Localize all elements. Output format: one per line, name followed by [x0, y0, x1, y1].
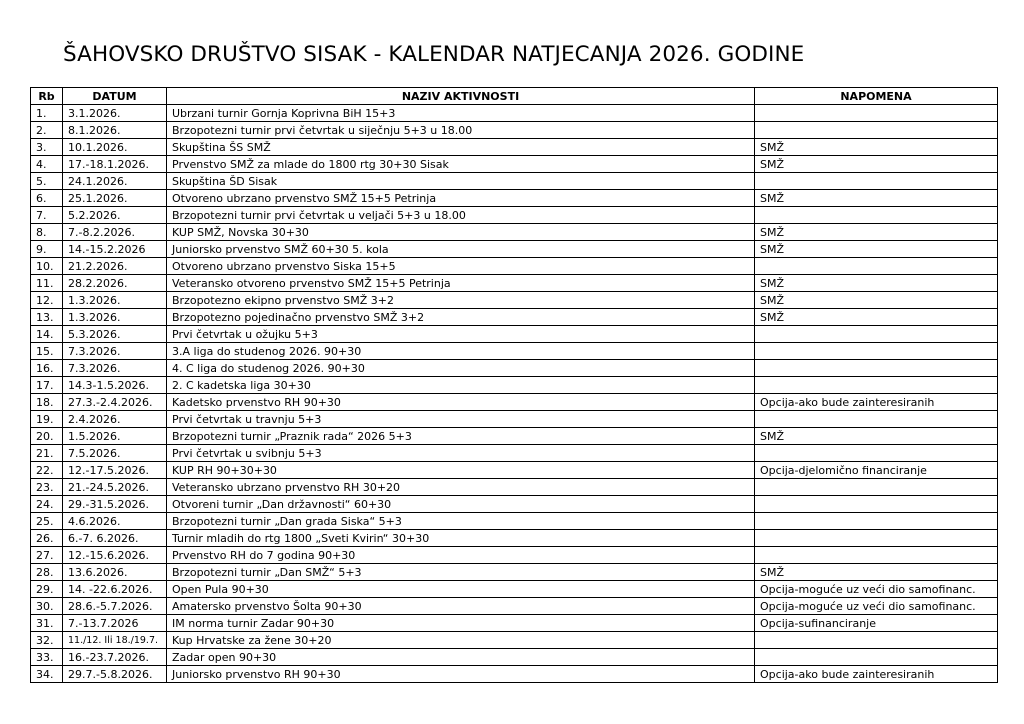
cell-activity-name: Ubrzani turnir Gornja Koprivna BiH 15+3 — [167, 105, 755, 122]
cell-date: 8.1.2026. — [63, 122, 167, 139]
cell-note — [755, 343, 998, 360]
cell-rb: 30. — [31, 598, 63, 615]
cell-date: 14.-15.2.2026 — [63, 241, 167, 258]
cell-activity-name: Brzopotezni turnir „Praznik rada“ 2026 5+3 — [167, 428, 755, 445]
cell-rb: 21. — [31, 445, 63, 462]
table-header-row — [31, 88, 998, 105]
table-row — [31, 309, 998, 326]
cell-date: 7.3.2026. — [63, 343, 167, 360]
cell-date: 10.1.2026. — [63, 139, 167, 156]
cell-note: Opcija-moguće uz veći dio samofinanc. — [755, 581, 998, 598]
cell-rb: 33. — [31, 649, 63, 666]
table-row — [31, 173, 998, 190]
cell-activity-name: Prvi četvrtak u svibnju 5+3 — [167, 445, 755, 462]
table-row — [31, 632, 998, 649]
cell-rb: 19. — [31, 411, 63, 428]
cell-note — [755, 411, 998, 428]
cell-date: 21.2.2026. — [63, 258, 167, 275]
cell-date: 24.1.2026. — [63, 173, 167, 190]
cell-rb: 11. — [31, 275, 63, 292]
table-row — [31, 428, 998, 445]
cell-rb: 14. — [31, 326, 63, 343]
cell-rb: 5. — [31, 173, 63, 190]
cell-note — [755, 513, 998, 530]
cell-note: SMŽ — [755, 190, 998, 207]
table-row — [31, 377, 998, 394]
cell-note — [755, 258, 998, 275]
cell-rb: 22. — [31, 462, 63, 479]
cell-note: SMŽ — [755, 139, 998, 156]
cell-rb: 4. — [31, 156, 63, 173]
table-row — [31, 445, 998, 462]
cell-note: Opcija-ako bude zainteresiranih — [755, 394, 998, 411]
cell-activity-name: IM norma turnir Zadar 90+30 — [167, 615, 755, 632]
cell-note — [755, 445, 998, 462]
cell-activity-name: KUP SMŽ, Novska 30+30 — [167, 224, 755, 241]
cell-rb: 9. — [31, 241, 63, 258]
cell-activity-name: Brzopotezno pojedinačno prvenstvo SMŽ 3+2 — [167, 309, 755, 326]
table-row — [31, 343, 998, 360]
cell-activity-name: Prvenstvo RH do 7 godina 90+30 — [167, 547, 755, 564]
cell-activity-name: Kup Hrvatske za žene 30+20 — [167, 632, 755, 649]
cell-date: 1.5.2026. — [63, 428, 167, 445]
table-row — [31, 394, 998, 411]
cell-note: SMŽ — [755, 156, 998, 173]
cell-rb: 8. — [31, 224, 63, 241]
cell-date: 28.2.2026. — [63, 275, 167, 292]
cell-activity-name: 3.A liga do studenog 2026. 90+30 — [167, 343, 755, 360]
cell-activity-name: Kadetsko prvenstvo RH 90+30 — [167, 394, 755, 411]
table-row — [31, 207, 998, 224]
cell-rb: 10. — [31, 258, 63, 275]
cell-note: Opcija-sufinanciranje — [755, 615, 998, 632]
cell-activity-name: 4. C liga do studenog 2026. 90+30 — [167, 360, 755, 377]
cell-date: 12.-15.6.2026. — [63, 547, 167, 564]
cell-date: 27.3.-2.4.2026. — [63, 394, 167, 411]
cell-date: 5.2.2026. — [63, 207, 167, 224]
cell-note — [755, 105, 998, 122]
table-row — [31, 479, 998, 496]
cell-activity-name: Open Pula 90+30 — [167, 581, 755, 598]
header-note: NAPOMENA — [755, 88, 998, 105]
cell-date: 7.-8.2.2026. — [63, 224, 167, 241]
cell-note: SMŽ — [755, 309, 998, 326]
cell-note — [755, 530, 998, 547]
cell-rb: 7. — [31, 207, 63, 224]
cell-date: 29.-31.5.2026. — [63, 496, 167, 513]
cell-note — [755, 496, 998, 513]
cell-activity-name: Juniorsko prvenstvo RH 90+30 — [167, 666, 755, 683]
cell-note — [755, 547, 998, 564]
cell-note — [755, 207, 998, 224]
cell-rb: 25. — [31, 513, 63, 530]
table-row — [31, 496, 998, 513]
cell-note — [755, 649, 998, 666]
header-rb: Rb — [31, 88, 63, 105]
table-row — [31, 105, 998, 122]
cell-activity-name: Otvoreni turnir „Dan državnosti“ 60+30 — [167, 496, 755, 513]
header-activity-name: NAZIV AKTIVNOSTI — [167, 88, 755, 105]
cell-activity-name: Skupština ŠS SMŽ — [167, 139, 755, 156]
schedule-table — [30, 87, 998, 683]
cell-rb: 31. — [31, 615, 63, 632]
cell-activity-name: Prvi četvrtak u travnju 5+3 — [167, 411, 755, 428]
table-row — [31, 258, 998, 275]
cell-date: 21.-24.5.2026. — [63, 479, 167, 496]
cell-date: 7.5.2026. — [63, 445, 167, 462]
table-row — [31, 292, 998, 309]
cell-rb: 6. — [31, 190, 63, 207]
table-row — [31, 581, 998, 598]
cell-date: 12.-17.5.2026. — [63, 462, 167, 479]
table-row — [31, 411, 998, 428]
cell-activity-name: Juniorsko prvenstvo SMŽ 60+30 5. kola — [167, 241, 755, 258]
cell-rb: 34. — [31, 666, 63, 683]
cell-activity-name: Zadar open 90+30 — [167, 649, 755, 666]
table-row — [31, 598, 998, 615]
table-row — [31, 513, 998, 530]
cell-activity-name: Prvi četvrtak u ožujku 5+3 — [167, 326, 755, 343]
cell-activity-name: Turnir mladih do rtg 1800 „Sveti Kvirin“ 30+30 — [167, 530, 755, 547]
cell-date: 1.3.2026. — [63, 292, 167, 309]
cell-activity-name: Brzopotezni turnir „Dan grada Siska“ 5+3 — [167, 513, 755, 530]
table-row — [31, 649, 998, 666]
cell-rb: 2. — [31, 122, 63, 139]
table-row — [31, 547, 998, 564]
cell-date: 4.6.2026. — [63, 513, 167, 530]
cell-date: 7.-13.7.2026 — [63, 615, 167, 632]
table-row — [31, 615, 998, 632]
cell-date: 16.-23.7.2026. — [63, 649, 167, 666]
cell-note — [755, 173, 998, 190]
cell-note — [755, 326, 998, 343]
cell-date: 1.3.2026. — [63, 309, 167, 326]
cell-date: 11./12. Ili 18./19.7. — [63, 632, 167, 649]
cell-rb: 29. — [31, 581, 63, 598]
cell-rb: 1. — [31, 105, 63, 122]
cell-date: 6.-7. 6.2026. — [63, 530, 167, 547]
cell-activity-name: Amatersko prvenstvo Šolta 90+30 — [167, 598, 755, 615]
table-row — [31, 326, 998, 343]
cell-activity-name: Skupština ŠD Sisak — [167, 173, 755, 190]
cell-activity-name: KUP RH 90+30+30 — [167, 462, 755, 479]
cell-date: 7.3.2026. — [63, 360, 167, 377]
cell-activity-name: Otvoreno ubrzano prvenstvo Siska 15+5 — [167, 258, 755, 275]
table-row — [31, 122, 998, 139]
table-row — [31, 666, 998, 683]
cell-note: SMŽ — [755, 428, 998, 445]
cell-rb: 17. — [31, 377, 63, 394]
cell-rb: 18. — [31, 394, 63, 411]
cell-rb: 20. — [31, 428, 63, 445]
cell-note: Opcija-djelomično financiranje — [755, 462, 998, 479]
table-row — [31, 564, 998, 581]
cell-date: 13.6.2026. — [63, 564, 167, 581]
cell-activity-name: Prvenstvo SMŽ za mlade do 1800 rtg 30+30 Sisak — [167, 156, 755, 173]
cell-rb: 12. — [31, 292, 63, 309]
cell-activity-name: Brzopotezni turnir „Dan SMŽ“ 5+3 — [167, 564, 755, 581]
cell-note: Opcija-moguće uz veći dio samofinanc. — [755, 598, 998, 615]
cell-note — [755, 632, 998, 649]
table-row — [31, 530, 998, 547]
cell-note — [755, 377, 998, 394]
cell-activity-name: Brzopotezno ekipno prvenstvo SMŽ 3+2 — [167, 292, 755, 309]
cell-rb: 3. — [31, 139, 63, 156]
cell-rb: 13. — [31, 309, 63, 326]
cell-activity-name: Brzopotezni turnir prvi četvrtak u veljači 5+3 u 18.00 — [167, 207, 755, 224]
cell-date: 5.3.2026. — [63, 326, 167, 343]
document-title: ŠAHOVSKO DRUŠTVO SISAK - KALENDAR NATJECANJA 2026. GODINE — [63, 42, 805, 67]
cell-note: SMŽ — [755, 564, 998, 581]
cell-rb: 24. — [31, 496, 63, 513]
table-row — [31, 139, 998, 156]
cell-rb: 26. — [31, 530, 63, 547]
cell-rb: 32. — [31, 632, 63, 649]
cell-activity-name: Veteransko ubrzano prvenstvo RH 30+20 — [167, 479, 755, 496]
cell-date: 29.7.-5.8.2026. — [63, 666, 167, 683]
table-row — [31, 224, 998, 241]
cell-date: 17.-18.1.2026. — [63, 156, 167, 173]
cell-activity-name: Veteransko otvoreno prvenstvo SMŽ 15+5 Petrinja — [167, 275, 755, 292]
cell-date: 2.4.2026. — [63, 411, 167, 428]
cell-note: SMŽ — [755, 292, 998, 309]
cell-note — [755, 122, 998, 139]
cell-rb: 16. — [31, 360, 63, 377]
table-row — [31, 275, 998, 292]
schedule-body — [31, 105, 998, 683]
cell-note — [755, 360, 998, 377]
cell-note: SMŽ — [755, 275, 998, 292]
cell-rb: 15. — [31, 343, 63, 360]
cell-rb: 23. — [31, 479, 63, 496]
table-row — [31, 190, 998, 207]
cell-rb: 28. — [31, 564, 63, 581]
cell-activity-name: 2. C kadetska liga 30+30 — [167, 377, 755, 394]
cell-note: SMŽ — [755, 224, 998, 241]
cell-activity-name: Otvoreno ubrzano prvenstvo SMŽ 15+5 Petrinja — [167, 190, 755, 207]
cell-date: 14.3-1.5.2026. — [63, 377, 167, 394]
table-row — [31, 156, 998, 173]
table-row — [31, 462, 998, 479]
cell-date: 3.1.2026. — [63, 105, 167, 122]
cell-note: Opcija-ako bude zainteresiranih — [755, 666, 998, 683]
cell-rb: 27. — [31, 547, 63, 564]
table-row — [31, 241, 998, 258]
cell-date: 28.6.-5.7.2026. — [63, 598, 167, 615]
cell-note: SMŽ — [755, 241, 998, 258]
header-date: DATUM — [63, 88, 167, 105]
cell-date: 14. -22.6.2026. — [63, 581, 167, 598]
cell-activity-name: Brzopotezni turnir prvi četvrtak u siječnju 5+3 u 18.00 — [167, 122, 755, 139]
cell-date: 25.1.2026. — [63, 190, 167, 207]
cell-note — [755, 479, 998, 496]
table-row — [31, 360, 998, 377]
